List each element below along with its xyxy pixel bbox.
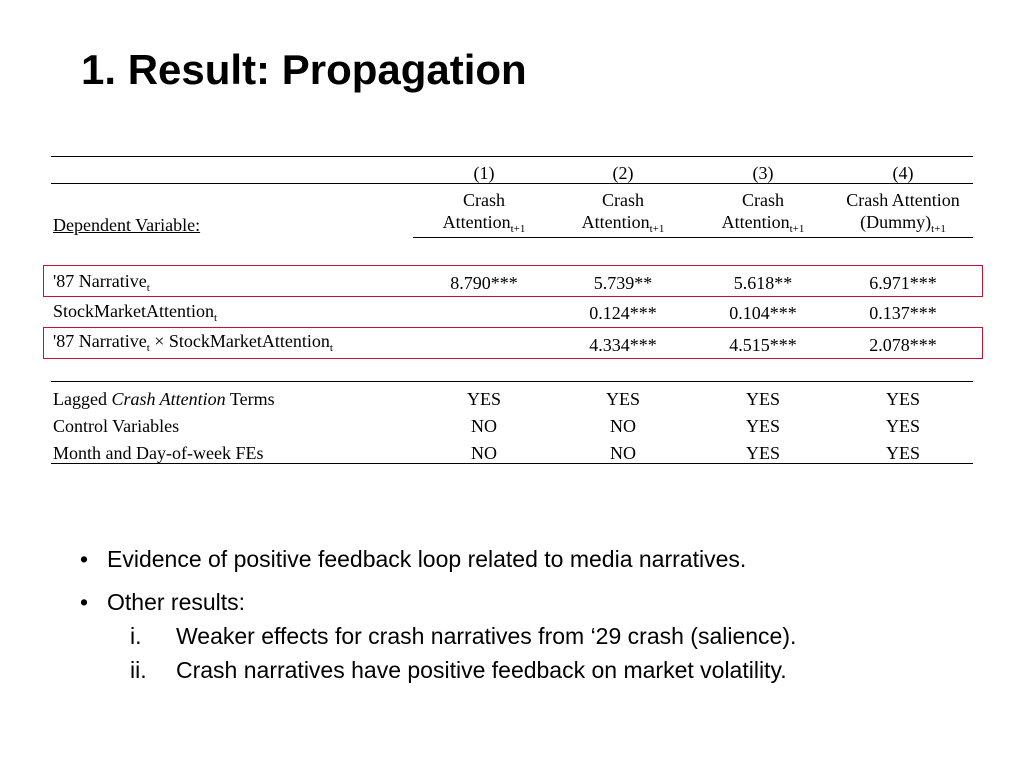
coef-cell: 8.790*** (450, 273, 518, 293)
dependent-variable-label: Dependent Variable: (53, 215, 201, 235)
control-label-controls: Control Variables (53, 416, 180, 436)
control-label-text: Terms (225, 389, 275, 409)
depvar-line1: Crash (463, 190, 505, 210)
row-label-subscript: t (213, 312, 218, 324)
slide-title: 1. Result: Propagation (81, 46, 527, 93)
row-label-text: StockMarketAttention (53, 301, 214, 321)
control-label-fes: Month and Day-of-week FEs (53, 443, 264, 463)
column-number: (3) (752, 163, 774, 183)
depvar-line1: Crash (602, 190, 644, 210)
sub-bullet-text: Weaker effects for crash narratives from ‘29 crash (salience). (176, 623, 797, 649)
sub-bullet-marker: i. (130, 623, 142, 649)
control-cell: YES (885, 416, 920, 436)
control-cell: NO (610, 443, 636, 463)
depvar-subscript: t+1 (510, 223, 526, 235)
control-cell: YES (885, 389, 920, 409)
column-number: (2) (612, 163, 634, 183)
depvar-line1: Crash Attention (846, 190, 960, 210)
column-number: (4) (892, 163, 914, 183)
sub-bullet-marker: ii. (130, 657, 147, 683)
depvar-line2: Attention (721, 212, 790, 232)
table-top-rule (51, 156, 973, 157)
bullet-text: Evidence of positive feedback loop related to media narratives. (107, 546, 747, 572)
coef-cell: 2.078*** (869, 335, 937, 355)
control-cell: YES (466, 389, 501, 409)
depvar-line2: (Dummy) (860, 212, 932, 232)
depvar-rule (413, 237, 973, 238)
bullet-text: Other results: (107, 589, 246, 615)
row-label-subscript: t (329, 342, 333, 354)
control-label-italic: Crash Attention (111, 389, 226, 409)
coef-cell: 5.739** (593, 273, 653, 293)
depvar-line2: Attention (442, 212, 511, 232)
depvar-subscript: t+1 (649, 223, 665, 235)
control-label-lagged (53, 388, 275, 410)
bullet-dot-icon: • (80, 546, 89, 572)
row-label-text: '87 Narrative (53, 271, 147, 291)
coef-cell: 0.124*** (589, 303, 657, 323)
column-number: (1) (473, 163, 495, 183)
depvar-subscript: t+1 (931, 223, 946, 235)
control-cell: NO (471, 443, 497, 463)
control-cell: YES (745, 416, 780, 436)
row-label-subscript: t (146, 342, 150, 354)
control-cell: NO (471, 416, 497, 436)
coef-cell: 4.334*** (589, 335, 657, 355)
coef-cell: 6.971*** (869, 273, 937, 293)
coef-cell: 0.104*** (729, 303, 797, 323)
coef-cell: 4.515*** (729, 335, 797, 355)
depvar-line2: Attention (581, 212, 650, 232)
depvar-header (563, 189, 683, 233)
coef-cell: 5.618** (733, 273, 793, 293)
control-cell: YES (885, 443, 920, 463)
depvar-subscript: t+1 (789, 223, 805, 235)
row-label-stock-attention (53, 300, 217, 322)
row-label-text: × StockMarketAttention (149, 331, 330, 351)
control-cell: YES (605, 389, 640, 409)
control-label-text: Lagged (53, 389, 112, 409)
row-label-text: '87 Narrative (53, 331, 147, 351)
row-label-subscript: t (146, 282, 150, 294)
depvar-header (424, 189, 544, 233)
bullet-dot-icon: • (80, 589, 89, 615)
sub-bullet-text: Crash narratives have positive feedback on market volatility. (176, 657, 787, 683)
depvar-header (703, 189, 823, 233)
control-cell: YES (745, 443, 780, 463)
depvar-header (822, 189, 984, 233)
depvar-line1: Crash (742, 190, 784, 210)
coef-cell: 0.137*** (869, 303, 937, 323)
control-cell: NO (610, 416, 636, 436)
controls-top-rule (51, 381, 973, 382)
control-cell: YES (745, 389, 780, 409)
highlight-box-narrative (43, 265, 983, 297)
highlight-box-interaction (43, 327, 983, 359)
